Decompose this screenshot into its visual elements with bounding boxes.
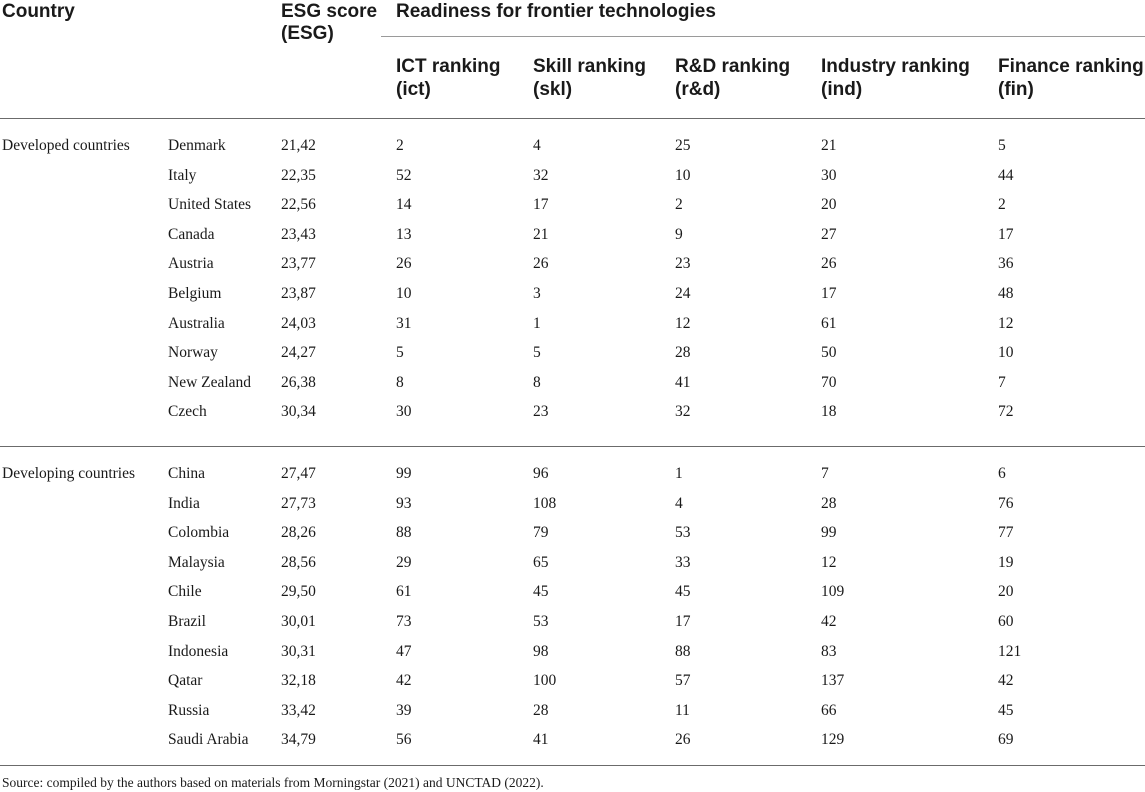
cell-country: Malaysia [168, 553, 225, 571]
cell-industry-ranking: 50 [821, 344, 837, 362]
cell-country: Saudi Arabia [168, 731, 249, 749]
cell-ict-ranking: 93 [396, 494, 412, 512]
cell-country: Chile [168, 583, 202, 601]
cell-skill-ranking: 5 [533, 344, 541, 362]
cell-esg-score: 27,73 [281, 494, 316, 512]
cell-esg-score: 26,38 [281, 373, 316, 391]
cell-esg-score: 28,26 [281, 524, 316, 542]
cell-country: Indonesia [168, 642, 229, 660]
cell-rd-ranking: 32 [675, 403, 691, 421]
cell-country: Italy [168, 166, 197, 184]
cell-esg-score: 24,27 [281, 344, 316, 362]
cell-esg-score: 30,31 [281, 642, 316, 660]
cell-finance-ranking: 12 [998, 314, 1014, 332]
cell-rd-ranking: 9 [675, 225, 683, 243]
cell-finance-ranking: 45 [998, 701, 1014, 719]
header-finance-line1: Finance ranking [998, 56, 1144, 77]
cell-finance-ranking: 69 [998, 731, 1014, 749]
cell-esg-score: 21,42 [281, 137, 316, 154]
group-divider-rule [0, 446, 1145, 447]
cell-esg-score: 30,01 [281, 613, 316, 630]
cell-country: Belgium [168, 285, 222, 302]
cell-skill-ranking: 1 [533, 314, 541, 332]
group-label-developed: Developed countries [2, 137, 130, 154]
header-esg-line2: (ESG) [281, 23, 334, 44]
cell-esg-score: 29,50 [281, 583, 316, 601]
cell-finance-ranking: 76 [998, 494, 1014, 512]
cell-skill-ranking: 45 [533, 583, 549, 601]
cell-industry-ranking: 30 [821, 166, 837, 184]
cell-country: Russia [168, 701, 210, 719]
cell-ict-ranking: 30 [396, 403, 412, 421]
cell-skill-ranking: 108 [533, 494, 557, 512]
cell-ict-ranking: 73 [396, 613, 412, 630]
cell-esg-score: 28,56 [281, 553, 316, 571]
cell-finance-ranking: 77 [998, 524, 1014, 542]
cell-ict-ranking: 13 [396, 225, 412, 243]
cell-skill-ranking: 26 [533, 255, 549, 273]
cell-country: Qatar [168, 672, 203, 690]
cell-esg-score: 23,87 [281, 285, 316, 302]
source-note: Source: compiled by the authors based on materials from Morningstar (2021) and UNCTAD (2022). [2, 775, 544, 790]
cell-industry-ranking: 61 [821, 314, 837, 332]
cell-finance-ranking: 60 [998, 613, 1014, 630]
cell-esg-score: 22,35 [281, 166, 316, 184]
cell-rd-ranking: 4 [675, 494, 683, 512]
header-skill-line1: Skill ranking [533, 56, 646, 77]
cell-country: Colombia [168, 524, 230, 542]
cell-finance-ranking: 42 [998, 672, 1014, 690]
cell-industry-ranking: 7 [821, 465, 829, 482]
cell-rd-ranking: 88 [675, 642, 691, 660]
cell-finance-ranking: 19 [998, 553, 1014, 571]
cell-finance-ranking: 10 [998, 344, 1014, 362]
cell-ict-ranking: 14 [396, 196, 412, 214]
cell-finance-ranking: 44 [998, 166, 1014, 184]
cell-finance-ranking: 72 [998, 403, 1014, 421]
cell-rd-ranking: 57 [675, 672, 691, 690]
header-industry-line2: (ind) [821, 79, 863, 100]
cell-country: China [168, 465, 206, 482]
cell-finance-ranking: 6 [998, 465, 1006, 482]
cell-skill-ranking: 53 [533, 613, 549, 630]
cell-industry-ranking: 17 [821, 285, 837, 302]
cell-rd-ranking: 24 [675, 285, 691, 302]
cell-industry-ranking: 20 [821, 196, 837, 214]
cell-rd-ranking: 25 [675, 137, 691, 154]
cell-finance-ranking: 17 [998, 225, 1014, 243]
cell-industry-ranking: 129 [821, 731, 845, 749]
cell-rd-ranking: 11 [675, 701, 690, 719]
header-skill-line2: (skl) [533, 79, 573, 100]
cell-country: Brazil [168, 613, 206, 630]
cell-ict-ranking: 26 [396, 255, 412, 273]
cell-esg-score: 27,47 [281, 465, 316, 482]
cell-ict-ranking: 31 [396, 314, 412, 332]
cell-rd-ranking: 33 [675, 553, 691, 571]
cell-ict-ranking: 47 [396, 642, 412, 660]
cell-skill-ranking: 17 [533, 196, 549, 214]
cell-ict-ranking: 8 [396, 373, 404, 391]
cell-rd-ranking: 26 [675, 731, 691, 749]
cell-ict-ranking: 39 [396, 701, 412, 719]
header-ict-line2: (ict) [396, 79, 431, 100]
cell-ict-ranking: 2 [396, 137, 404, 154]
cell-esg-score: 30,34 [281, 403, 316, 421]
cell-ict-ranking: 42 [396, 672, 412, 690]
cell-esg-score: 33,42 [281, 701, 316, 719]
cell-rd-ranking: 12 [675, 314, 691, 332]
header-ict-line1: ICT ranking [396, 56, 501, 77]
header-esg-line1: ESG score [281, 1, 378, 22]
table-bottom-rule [0, 765, 1145, 766]
group-label-developing: Developing countries [2, 465, 136, 482]
cell-rd-ranking: 45 [675, 583, 691, 601]
cell-industry-ranking: 83 [821, 642, 837, 660]
cell-finance-ranking: 20 [998, 583, 1014, 601]
cell-industry-ranking: 70 [821, 373, 837, 391]
cell-rd-ranking: 41 [675, 373, 691, 391]
cell-skill-ranking: 98 [533, 642, 549, 660]
cell-ict-ranking: 10 [396, 285, 412, 302]
cell-rd-ranking: 2 [675, 196, 683, 214]
cell-country: New Zealand [168, 373, 252, 391]
cell-rd-ranking: 28 [675, 344, 691, 362]
readiness-underline [381, 36, 1145, 37]
cell-industry-ranking: 12 [821, 553, 837, 571]
cell-skill-ranking: 4 [533, 137, 541, 154]
header-bottom-rule [0, 118, 1145, 119]
cell-country: United States [168, 196, 252, 214]
cell-esg-score: 24,03 [281, 314, 316, 332]
cell-country: Norway [168, 344, 218, 362]
cell-finance-ranking: 5 [998, 137, 1006, 154]
cell-industry-ranking: 27 [821, 225, 837, 243]
cell-rd-ranking: 10 [675, 166, 691, 184]
cell-industry-ranking: 18 [821, 403, 837, 421]
cell-industry-ranking: 66 [821, 701, 837, 719]
header-readiness: Readiness for frontier technologies [396, 1, 716, 22]
cell-skill-ranking: 41 [533, 731, 549, 749]
cell-skill-ranking: 3 [533, 285, 541, 302]
cell-skill-ranking: 100 [533, 672, 557, 690]
cell-ict-ranking: 61 [396, 583, 412, 601]
cell-country: Czech [168, 403, 207, 421]
cell-skill-ranking: 32 [533, 166, 549, 184]
header-rd-line2: (r&d) [675, 79, 721, 100]
header-rd-line1: R&D ranking [675, 56, 791, 77]
cell-skill-ranking: 96 [533, 465, 549, 482]
cell-country: Canada [168, 225, 215, 243]
cell-skill-ranking: 28 [533, 701, 549, 719]
cell-finance-ranking: 48 [998, 285, 1014, 302]
cell-skill-ranking: 8 [533, 373, 541, 391]
cell-industry-ranking: 28 [821, 494, 837, 512]
cell-country: Australia [168, 314, 225, 332]
cell-esg-score: 22,56 [281, 196, 316, 214]
cell-industry-ranking: 21 [821, 137, 837, 154]
cell-rd-ranking: 1 [675, 465, 683, 482]
cell-rd-ranking: 23 [675, 255, 691, 273]
cell-skill-ranking: 23 [533, 403, 549, 421]
cell-industry-ranking: 137 [821, 672, 845, 690]
cell-rd-ranking: 53 [675, 524, 691, 542]
cell-skill-ranking: 21 [533, 225, 549, 243]
cell-country: Austria [168, 255, 214, 273]
cell-finance-ranking: 2 [998, 196, 1006, 214]
cell-country: Denmark [168, 137, 226, 154]
cell-ict-ranking: 56 [396, 731, 412, 749]
cell-ict-ranking: 99 [396, 465, 412, 482]
cell-skill-ranking: 79 [533, 524, 549, 542]
cell-esg-score: 32,18 [281, 672, 316, 690]
cell-industry-ranking: 42 [821, 613, 837, 630]
cell-esg-score: 23,43 [281, 225, 316, 243]
header-country: Country [2, 1, 75, 22]
cell-finance-ranking: 7 [998, 373, 1006, 391]
cell-ict-ranking: 5 [396, 344, 404, 362]
cell-skill-ranking: 65 [533, 553, 549, 571]
cell-industry-ranking: 26 [821, 255, 837, 273]
cell-ict-ranking: 88 [396, 524, 412, 542]
cell-rd-ranking: 17 [675, 613, 691, 630]
cell-country: India [168, 494, 200, 512]
header-finance-line2: (fin) [998, 79, 1034, 100]
cell-industry-ranking: 99 [821, 524, 837, 542]
cell-finance-ranking: 36 [998, 255, 1014, 273]
cell-finance-ranking: 121 [998, 642, 1022, 660]
header-industry-line1: Industry ranking [821, 56, 970, 77]
cell-ict-ranking: 29 [396, 553, 412, 571]
cell-industry-ranking: 109 [821, 583, 845, 601]
cell-esg-score: 23,77 [281, 255, 316, 273]
cell-esg-score: 34,79 [281, 731, 316, 749]
cell-ict-ranking: 52 [396, 166, 412, 184]
